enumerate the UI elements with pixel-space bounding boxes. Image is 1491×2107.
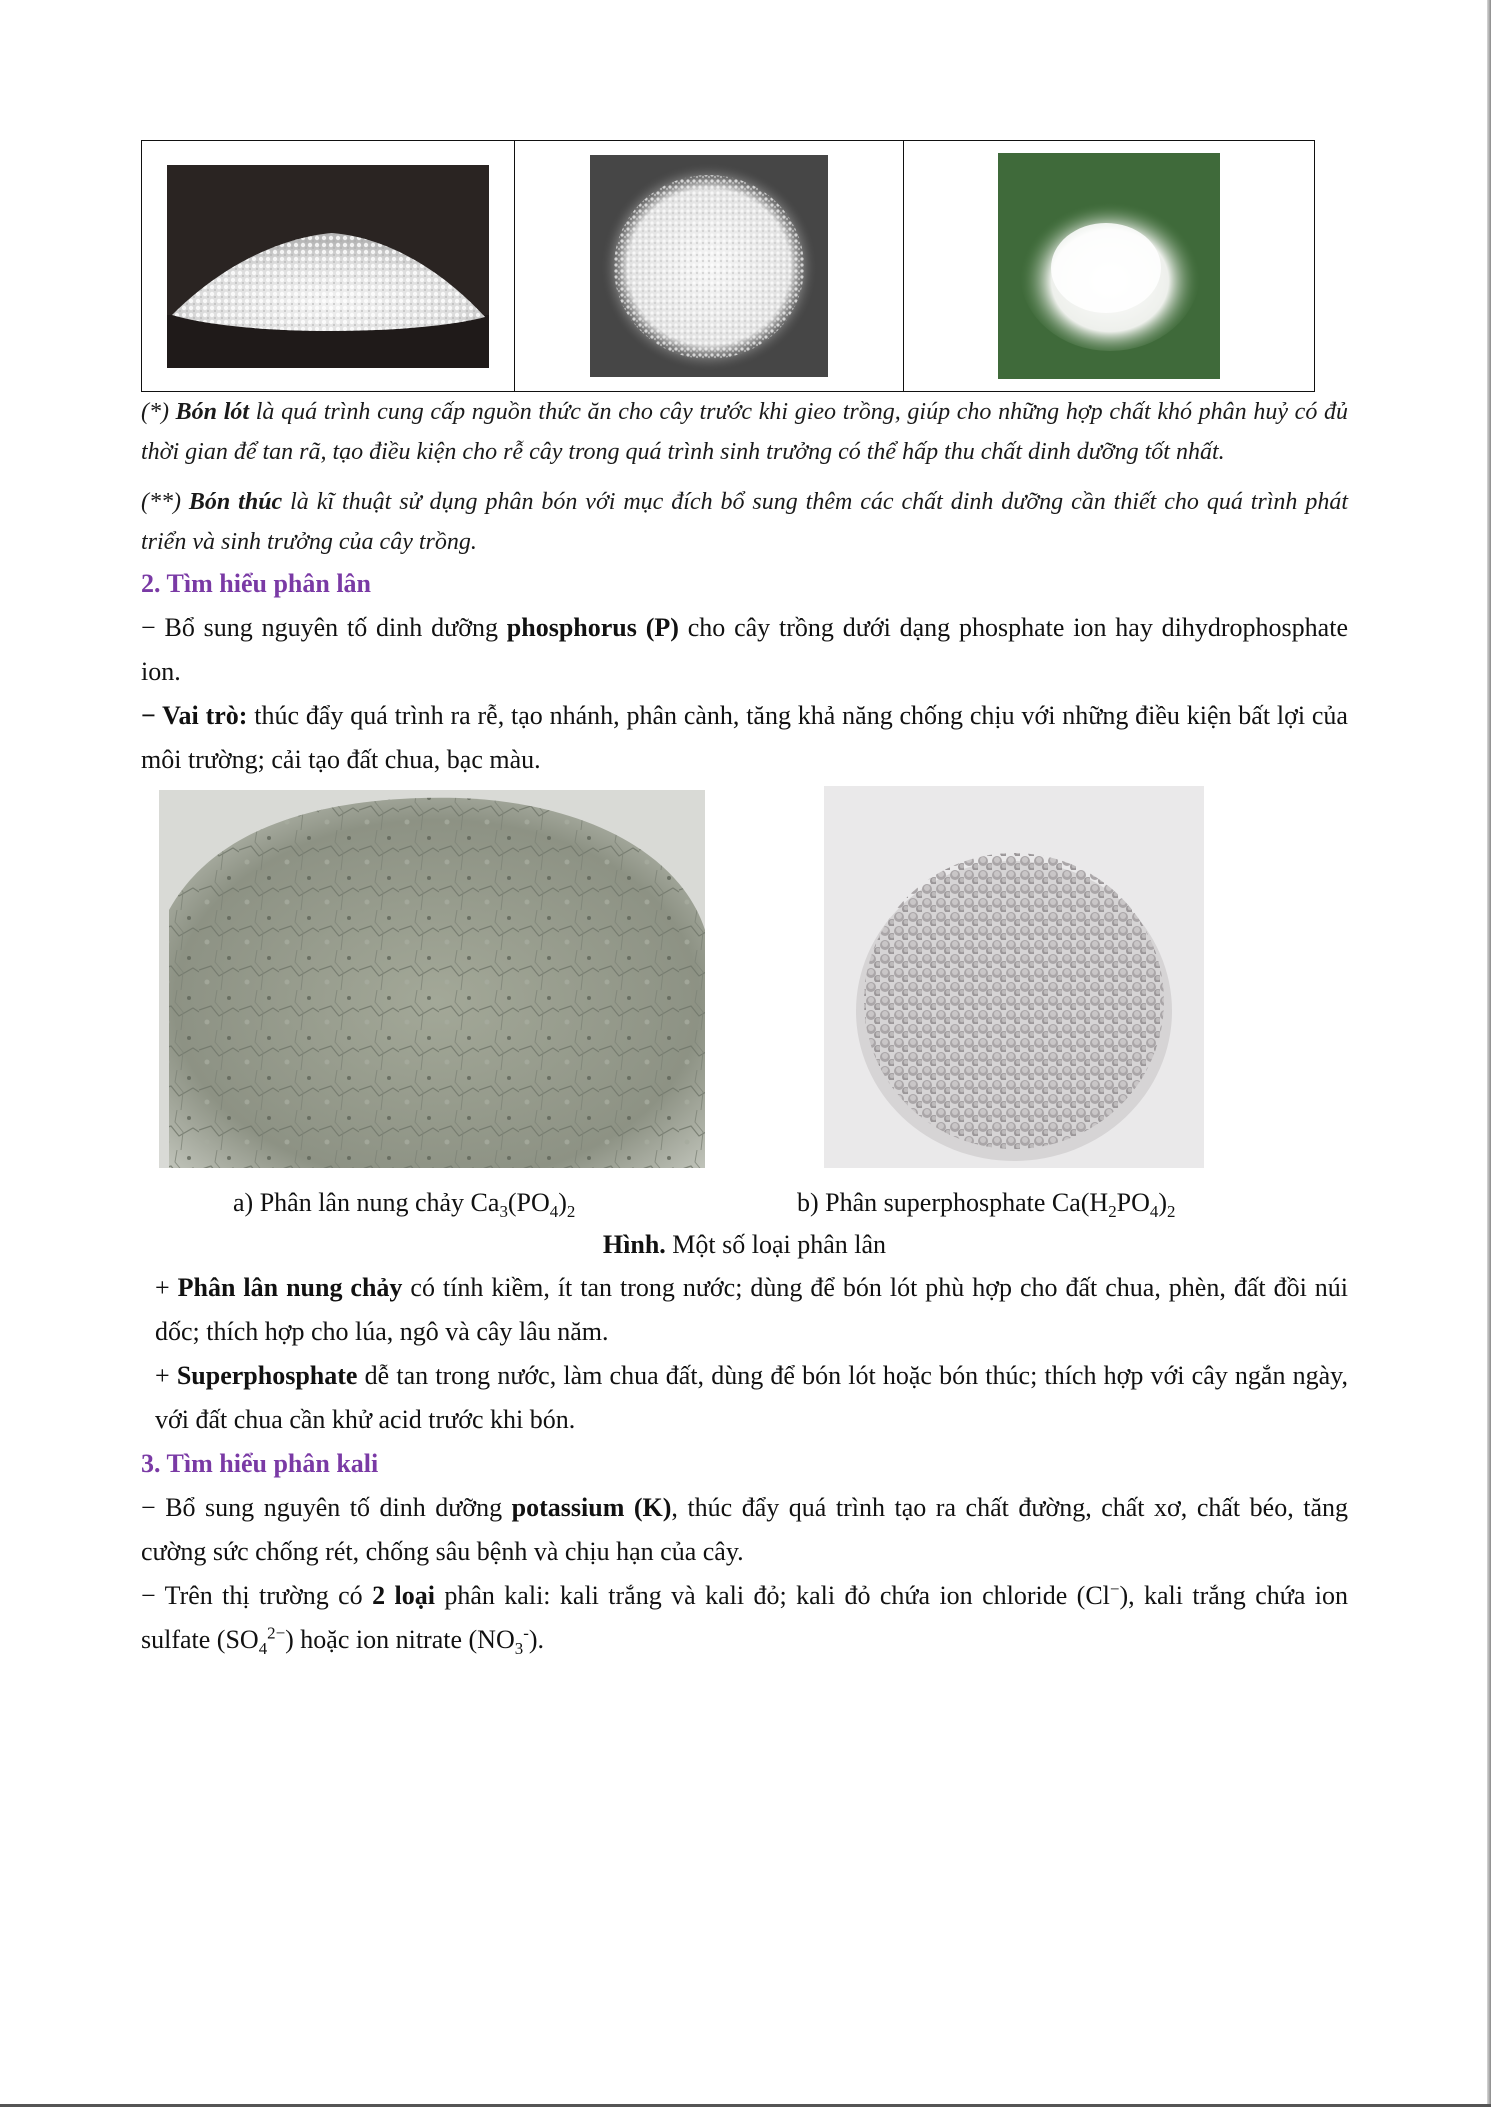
text-run: thúc đẩy quá trình ra rễ, tạo nhánh, phân cành, tăng khả năng chống chịu với những điều kiện bất lợi của môi trường; cải tạo đất chua, bạc màu. [141,701,1348,774]
phosphate-photos-row [141,790,1348,1182]
text-run: ), kali trắng chứa ion sulfate (SO [141,1581,1349,1654]
subscript: 3 [514,1639,524,1659]
superscript: - [523,1623,529,1643]
scattered-granules-photo [590,155,828,377]
text-run: , thúc đẩy quá trình tạo ra chất đường, chất xơ, chất béo, tăng cường sức chống rét, chống sâu bệnh và chịu hạn của cây. [141,1493,1348,1566]
note-text: là kĩ thuật sử dụng phân bón với mục đích bổ sung thêm các chất dinh dưỡng cần thiết cho quá trình phát triển và sinh trưởng của cây trồng. [141,489,1348,555]
item-superphosphate [141,1354,1348,1442]
section-2-heading: 2. Tìm hiểu phân lân [141,569,372,598]
fertilizer-image-table [141,140,1315,392]
section-3-heading: 3. Tìm hiểu phân kali [141,1449,379,1478]
item-fused-phosphate [141,1266,1348,1354]
bold-term: 2 loại [372,1581,435,1610]
section-3-paragraph-2 [141,1574,1348,1662]
note-marker: (**) [141,489,189,515]
subscript: 4 [549,1202,559,1222]
document-page [141,140,1348,1662]
text-run: − Trên thị trường có [141,1581,373,1610]
text-run: có tính kiềm, ít tan trong nước; dùng để bón lót phù hợp cho đất chua, phèn, đất đồi núi dốc; thích hợp cho lúa, ngô và cây lâu năm. [155,1273,1348,1346]
text-run: phân kali: kali trắng và kali đỏ; kali đỏ chứa ion chloride (Cl [434,1581,1110,1610]
subscript: 4 [1149,1202,1159,1222]
white-powder-on-green-photo [998,153,1220,379]
note-marker: (*) [141,399,176,425]
caption-text: b) Phân superphosphate Ca(H [797,1188,1109,1217]
caption-superphosphate [797,1182,1176,1224]
text-run: − Bổ sung nguyên tố dinh dưỡng [141,613,507,642]
subscript: 2 [1167,1202,1176,1222]
bold-term: Superphosphate [176,1361,358,1390]
white-granules-pile-photo [167,165,489,368]
caption-text: PO [1116,1188,1150,1217]
page-edge-shadow [1487,0,1491,2107]
figure-title [141,1224,1348,1266]
note-term: Bón lót [175,399,250,425]
note-text: là quá trình cung cấp nguồn thức ăn cho cây trước khi gieo trồng, giúp cho những hợp chất khó phân huỷ có đủ thời gian để tan rã, tạo điều kiện cho rễ cây trong quá trình sinh trưởng có thể hấp thu chất dinh dưỡng tốt nhất. [141,399,1349,465]
caption-text: (PO [507,1188,550,1217]
image-cell-3 [904,141,1315,392]
fused-phosphate-powder-photo [159,790,705,1168]
figure-title-text: Một số loại phân lân [665,1230,887,1259]
bold-term: − Vai trò: [141,701,248,730]
note-bon-thuc [141,482,1348,562]
superscript: 2− [267,1623,286,1643]
section-2-paragraph-2 [141,694,1348,782]
bold-term: potassium (K) [511,1493,672,1522]
image-cell-1 [142,141,515,392]
superphosphate-granules-photo [824,786,1204,1168]
text-run: cho cây trồng dưới dạng phosphate ion hay dihydrophosphate ion. [141,613,1348,686]
section-3-paragraph-1 [141,1486,1348,1574]
note-term: Bón thúc [188,489,283,515]
subscript: 2 [566,1202,576,1222]
section-2-paragraph-1 [141,606,1348,694]
figure-label: Hình. [602,1230,666,1259]
bold-term: phosphorus (P) [506,613,679,642]
subscript: 2 [1108,1202,1117,1222]
caption-text: a) Phân lân nung chảy Ca [233,1188,500,1217]
bold-term: Phân lân nung chảy [177,1273,403,1302]
text-run: ) hoặc ion nitrate (NO [285,1625,515,1654]
text-run: − Bổ sung nguyên tố dinh dưỡng [141,1493,512,1522]
caption-fused-phosphate [233,1182,575,1224]
caption-text: ) [558,1188,567,1217]
list-marker: + [155,1361,177,1390]
image-cell-2 [515,141,904,392]
note-bon-lot [141,392,1348,472]
subscript: 3 [499,1202,508,1222]
superscript: − [1109,1579,1120,1599]
list-marker: + [155,1273,178,1302]
text-run: ). [528,1625,544,1654]
figure-captions [141,1182,1348,1224]
caption-text: ) [1158,1188,1168,1217]
subscript: 4 [258,1639,268,1659]
text-run: dễ tan trong nước, làm chua đất, dùng để bón lót hoặc bón thúc; thích hợp với cây ngắn ngày, với đất chua cần khử acid trước khi bón. [155,1361,1348,1434]
